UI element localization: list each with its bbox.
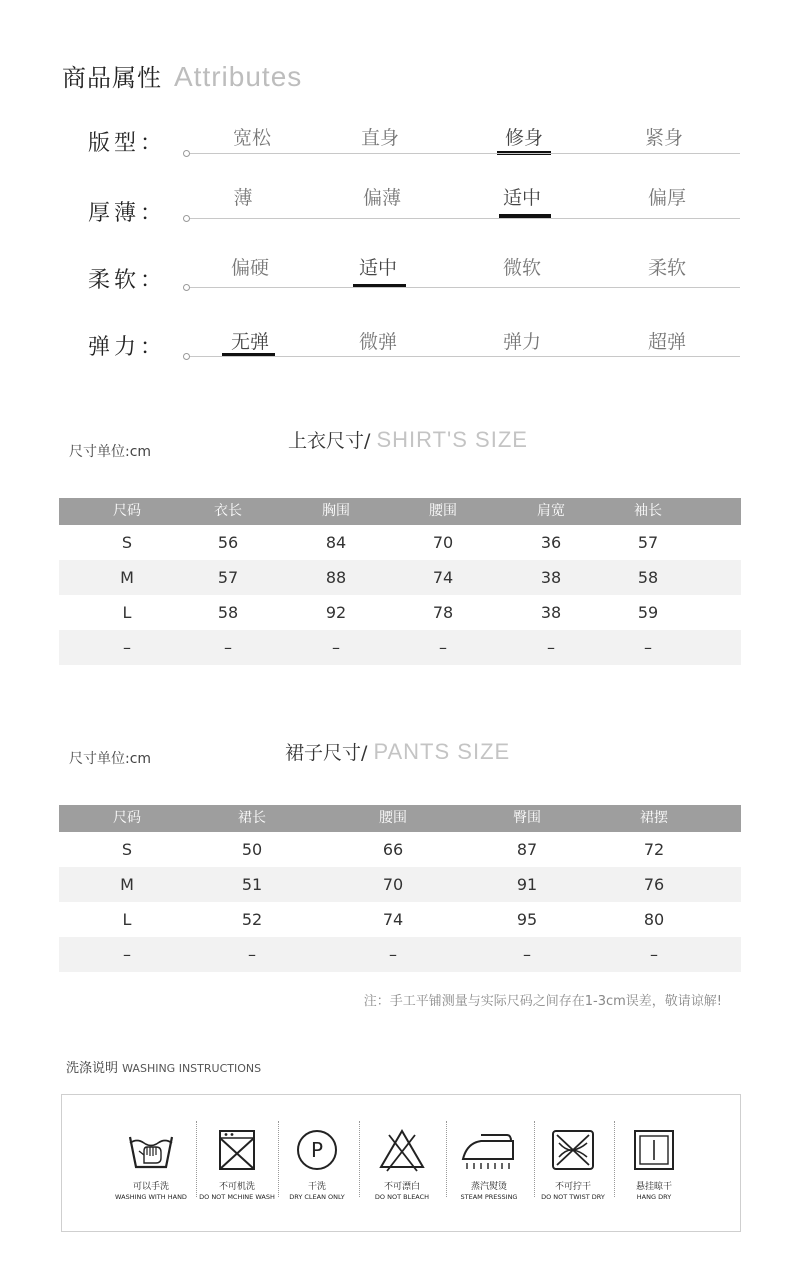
header-cell: 肩宽 bbox=[537, 503, 565, 519]
table-cell: 80 bbox=[643, 910, 665, 929]
wash-item-no-machine-wash bbox=[197, 1125, 277, 1201]
header-cell: 胸围 bbox=[322, 503, 350, 519]
wash-item-label-en: DO NOT TWIST DRY bbox=[541, 1193, 605, 1201]
attribute-scale-line bbox=[190, 287, 740, 288]
table-cell: – bbox=[332, 638, 340, 657]
hang-dry-icon bbox=[629, 1125, 679, 1175]
attributes-title-cn: 商品属性 bbox=[62, 64, 162, 92]
table-cell: 56 bbox=[217, 533, 239, 552]
wash-item-label-en: WASHING WITH HAND bbox=[115, 1193, 187, 1201]
attribute-option-selected: 无弹 bbox=[230, 331, 269, 353]
table-cell: L bbox=[122, 603, 132, 622]
header-cell: 腰围 bbox=[429, 503, 457, 519]
attribute-row-elasticity bbox=[0, 322, 800, 382]
table-row bbox=[59, 902, 741, 937]
table-cell: – bbox=[547, 638, 555, 657]
table-row bbox=[59, 832, 741, 867]
table-cell: 91 bbox=[516, 875, 538, 894]
header-cell: 尺码 bbox=[113, 503, 141, 519]
table-cell: 88 bbox=[325, 568, 347, 587]
svg-text:P: P bbox=[310, 1138, 324, 1162]
attribute-option: 微软 bbox=[502, 257, 541, 279]
attribute-option-selected: 适中 bbox=[502, 187, 541, 209]
wash-item-label-en: DRY CLEAN ONLY bbox=[289, 1193, 345, 1201]
wash-item-dry-clean bbox=[277, 1125, 357, 1201]
wash-item-no-bleach bbox=[362, 1125, 442, 1201]
table-row bbox=[59, 525, 741, 560]
attribute-option: 微弹 bbox=[358, 331, 397, 353]
header-cell: 衣长 bbox=[214, 503, 242, 519]
attributes-title-en: Attributes bbox=[174, 61, 303, 92]
header-cell: 袖长 bbox=[634, 503, 662, 519]
wash-item-steam-pressing bbox=[449, 1125, 529, 1201]
attribute-option: 宽松 bbox=[232, 127, 271, 149]
table-cell: 92 bbox=[325, 603, 347, 622]
attribute-option: 偏厚 bbox=[647, 187, 686, 209]
scale-start-dot bbox=[183, 215, 190, 222]
table-cell: – bbox=[439, 638, 447, 657]
table-cell: 70 bbox=[432, 533, 454, 552]
header-cell: 尺码 bbox=[113, 810, 141, 826]
table-cell: S bbox=[121, 533, 133, 552]
wash-divider bbox=[359, 1121, 360, 1197]
no-bleach-icon bbox=[377, 1125, 427, 1175]
scale-start-dot bbox=[183, 284, 190, 291]
attribute-option: 直身 bbox=[360, 127, 399, 149]
table-cell: 50 bbox=[241, 840, 263, 859]
attribute-option-selected: 修身 bbox=[504, 127, 543, 149]
pants-size-title-en: PANTS SIZE bbox=[373, 739, 511, 764]
table-cell: – bbox=[644, 638, 652, 657]
wash-item-label-cn: 蒸汽熨烫 bbox=[470, 1182, 507, 1192]
table-cell: – bbox=[123, 638, 131, 657]
attribute-option: 紧身 bbox=[644, 127, 683, 149]
table-cell: M bbox=[120, 568, 134, 587]
table-row bbox=[59, 867, 741, 902]
attribute-option: 偏薄 bbox=[362, 187, 401, 209]
attribute-label: 柔软： bbox=[88, 268, 167, 293]
scale-start-dot bbox=[183, 353, 190, 360]
table-cell: 70 bbox=[382, 875, 404, 894]
wash-item-label-cn: 不可拧干 bbox=[554, 1182, 591, 1192]
table-row bbox=[59, 595, 741, 630]
attribute-option: 弹力 bbox=[502, 331, 541, 353]
table-cell: 38 bbox=[540, 568, 562, 587]
table-cell: 78 bbox=[432, 603, 454, 622]
table-cell: 36 bbox=[540, 533, 562, 552]
attribute-scale-line bbox=[190, 153, 740, 154]
washing-title bbox=[66, 1057, 261, 1076]
attribute-option: 柔软 bbox=[647, 257, 686, 279]
pants-size-title bbox=[285, 738, 510, 765]
wash-item-label-cn: 不可机洗 bbox=[218, 1182, 255, 1192]
attribute-row-fit bbox=[0, 118, 800, 178]
table-cell: – bbox=[389, 945, 397, 964]
table-cell: 76 bbox=[643, 875, 665, 894]
hand-wash-icon bbox=[126, 1125, 176, 1175]
wash-item-label-cn: 干洗 bbox=[307, 1182, 326, 1192]
table-cell: S bbox=[121, 840, 133, 859]
shirt-size-table bbox=[59, 498, 741, 665]
washing-title-en: WASHING INSTRUCTIONS bbox=[122, 1062, 262, 1075]
scale-start-dot bbox=[183, 150, 190, 157]
table-cell: 51 bbox=[241, 875, 263, 894]
table-row bbox=[59, 937, 741, 972]
shirt-size-title-cn: 上衣尺寸/ bbox=[288, 430, 371, 452]
attribute-option-selected: 适中 bbox=[358, 257, 397, 279]
table-cell: 72 bbox=[643, 840, 665, 859]
table-cell: – bbox=[650, 945, 658, 964]
wash-item-hand-wash bbox=[111, 1125, 191, 1201]
wash-divider bbox=[446, 1121, 447, 1197]
header-cell: 腰围 bbox=[379, 810, 407, 826]
attribute-option: 偏硬 bbox=[230, 257, 269, 279]
table-cell: 74 bbox=[432, 568, 454, 587]
table-cell: 59 bbox=[637, 603, 659, 622]
pants-size-table bbox=[59, 805, 741, 972]
table-cell: – bbox=[523, 945, 531, 964]
dry-clean-icon bbox=[292, 1125, 342, 1175]
wash-item-label-cn: 可以手洗 bbox=[132, 1182, 169, 1192]
no-wring-icon bbox=[548, 1125, 598, 1175]
table-cell: 57 bbox=[637, 533, 659, 552]
shirt-size-title-en: SHIRT'S SIZE bbox=[376, 427, 528, 452]
shirt-size-unit: 尺寸单位:cm bbox=[69, 444, 152, 460]
table-cell: 74 bbox=[382, 910, 404, 929]
table-header bbox=[59, 498, 741, 525]
pants-size-unit: 尺寸单位:cm bbox=[69, 751, 152, 767]
steam-iron-icon bbox=[459, 1125, 519, 1175]
wash-item-no-wring bbox=[533, 1125, 613, 1201]
washing-title-cn: 洗涤说明 bbox=[66, 1061, 119, 1076]
table-cell: – bbox=[123, 945, 131, 964]
table-cell: 58 bbox=[217, 603, 239, 622]
attribute-option: 薄 bbox=[233, 187, 253, 209]
table-cell: M bbox=[120, 875, 134, 894]
table-row bbox=[59, 630, 741, 665]
table-cell: 57 bbox=[217, 568, 239, 587]
table-cell: 58 bbox=[637, 568, 659, 587]
header-cell: 臀围 bbox=[513, 810, 541, 826]
wash-item-label-cn: 不可漂白 bbox=[383, 1182, 420, 1192]
wash-item-label-en: HANG DRY bbox=[636, 1193, 672, 1201]
no-machine-wash-icon bbox=[212, 1125, 262, 1175]
table-row bbox=[59, 560, 741, 595]
attribute-option: 超弹 bbox=[647, 331, 686, 353]
wash-item-label-cn: 悬挂晾干 bbox=[635, 1182, 672, 1192]
table-cell: 95 bbox=[516, 910, 538, 929]
table-cell: L bbox=[122, 910, 132, 929]
shirt-size-title bbox=[288, 426, 528, 453]
table-cell: 87 bbox=[516, 840, 538, 859]
attribute-scale-line bbox=[190, 356, 740, 357]
wash-item-hang-dry bbox=[614, 1125, 694, 1201]
wash-item-label-en: DO NOT MCHINE WASH bbox=[199, 1193, 275, 1201]
attribute-label: 弹力： bbox=[88, 335, 167, 360]
attribute-label: 版型： bbox=[88, 131, 167, 156]
wash-item-label-en: DO NOT BLEACH bbox=[374, 1193, 430, 1201]
table-cell: 52 bbox=[241, 910, 263, 929]
attribute-scale-line bbox=[190, 218, 740, 219]
table-cell: – bbox=[248, 945, 256, 964]
table-header bbox=[59, 805, 741, 832]
measurement-note: 注：手工平铺测量与实际尺码之间存在1-3cm误差，敬请谅解! bbox=[363, 994, 722, 1009]
pants-size-title-cn: 裙子尺寸/ bbox=[285, 742, 368, 764]
wash-item-label-en: STEAM PRESSING bbox=[460, 1193, 518, 1201]
washing-instructions-box bbox=[61, 1094, 741, 1232]
table-cell: – bbox=[224, 638, 232, 657]
attribute-label: 厚薄： bbox=[88, 201, 167, 226]
table-cell: 84 bbox=[325, 533, 347, 552]
header-cell: 裙长 bbox=[238, 810, 266, 826]
table-cell: 38 bbox=[540, 603, 562, 622]
table-cell: 66 bbox=[382, 840, 404, 859]
attribute-row-softness bbox=[0, 250, 800, 310]
header-cell: 裙摆 bbox=[640, 810, 668, 826]
attribute-row-thickness bbox=[0, 180, 800, 240]
attributes-title bbox=[62, 58, 302, 93]
